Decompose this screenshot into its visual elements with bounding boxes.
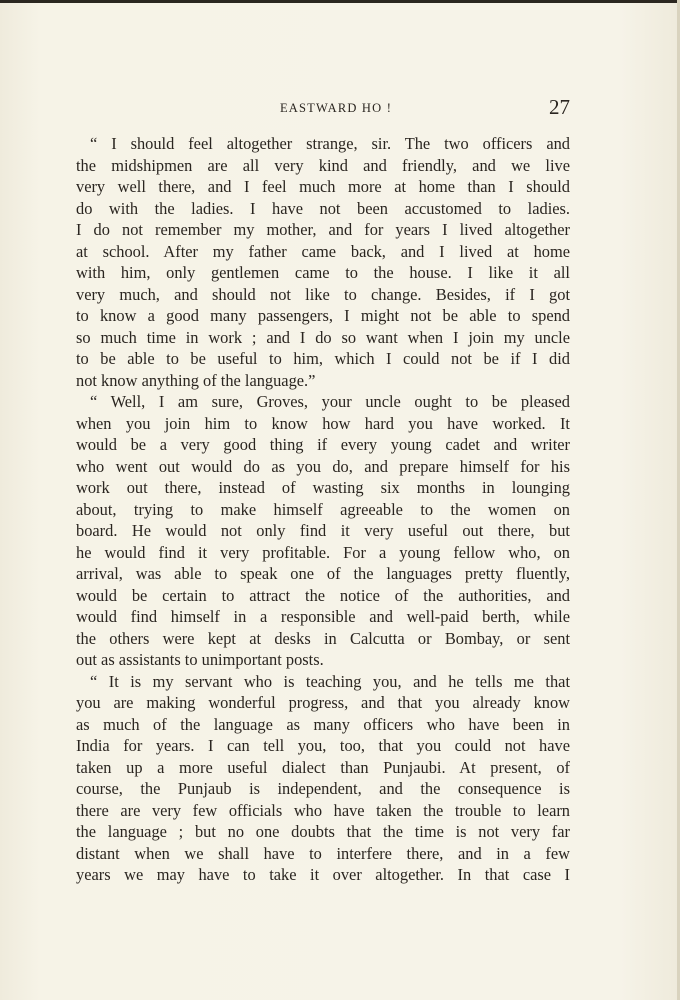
text-line: arrival, was able to speak one of the languages pretty fluently,: [76, 564, 570, 583]
text-line: taken up a more useful dialect than Punjaubi. At present, of: [76, 757, 570, 777]
text-line: not know anything of the language.”: [76, 370, 316, 390]
text-line: about, trying to make himself agreeable to the women on: [76, 499, 570, 519]
text-line: do with the ladies. I have not been accustomed to ladies.: [76, 198, 570, 218]
text-line: to be able to be useful to him, which I could not be if I did: [76, 349, 570, 368]
text-line: the language ; but no one doubts that the time is not very far: [76, 822, 570, 841]
text-line: distant when we shall have to interfere there, and in a few: [76, 843, 570, 863]
text-line: you are making wonderful progress, and that you already know: [76, 693, 570, 712]
text-line: at school. After my father came back, and I lived at home: [76, 241, 570, 261]
text-line: “ Well, I am sure, Groves, your uncle ought to be pleased: [90, 392, 570, 411]
text-line: to know a good many passengers, I might not be able to spend: [76, 306, 570, 325]
text-line: work out there, instead of wasting six months in lounging: [76, 478, 570, 497]
text-line: course, the Punjaub is independent, and the consequence is: [76, 779, 570, 798]
page-header: [76, 95, 570, 119]
text-line: “ It is my servant who is teaching you, and he tells me that: [90, 671, 570, 691]
text-line: the midshipmen are all very kind and friendly, and we live: [76, 155, 570, 175]
text-line: when you join him to know how hard you have worked. It: [76, 413, 570, 433]
text-line: out as assistants to unimportant posts.: [76, 650, 324, 669]
text-line: as much of the language as many officers who have been in: [76, 714, 570, 734]
text-line: would find himself in a responsible and well-paid berth, while: [76, 607, 570, 626]
text-line: would be a very good thing if every young cadet and writer: [76, 435, 570, 454]
page-number: 27: [549, 95, 570, 119]
text-line: he would find it very profitable. For a young fellow who, on: [76, 542, 570, 562]
text-line: there are very few officials who have taken the trouble to learn: [76, 800, 570, 820]
text-line: so much time in work ; and I do so want when I join my uncle: [76, 327, 570, 347]
text-line: would be certain to attract the notice of the authorities, and: [76, 585, 570, 605]
text-line: “ I should feel altogether strange, sir. The two officers and: [90, 134, 570, 153]
text-line: the others were kept at desks in Calcutta or Bombay, or sent: [76, 628, 570, 648]
text-line: I do not remember my mother, and for years I lived altogether: [76, 220, 570, 239]
text-line: very much, and should not like to change. Besides, if I got: [76, 284, 570, 304]
page-top-edge: [0, 0, 680, 3]
body-text: [76, 133, 570, 886]
text-line: who went out would do as you do, and prepare himself for his: [76, 456, 570, 476]
text-line: years we may have to take it over altogether. In that case I: [76, 865, 570, 884]
running-head: EASTWARD HO !: [279, 101, 393, 115]
text-line: with him, only gentlemen came to the house. I like it all: [76, 263, 570, 282]
text-line: India for years. I can tell you, too, that you could not have: [76, 736, 570, 755]
text-line: board. He would not only find it very useful out there, but: [76, 521, 570, 540]
text-line: very well there, and I feel much more at home than I should: [76, 177, 570, 196]
